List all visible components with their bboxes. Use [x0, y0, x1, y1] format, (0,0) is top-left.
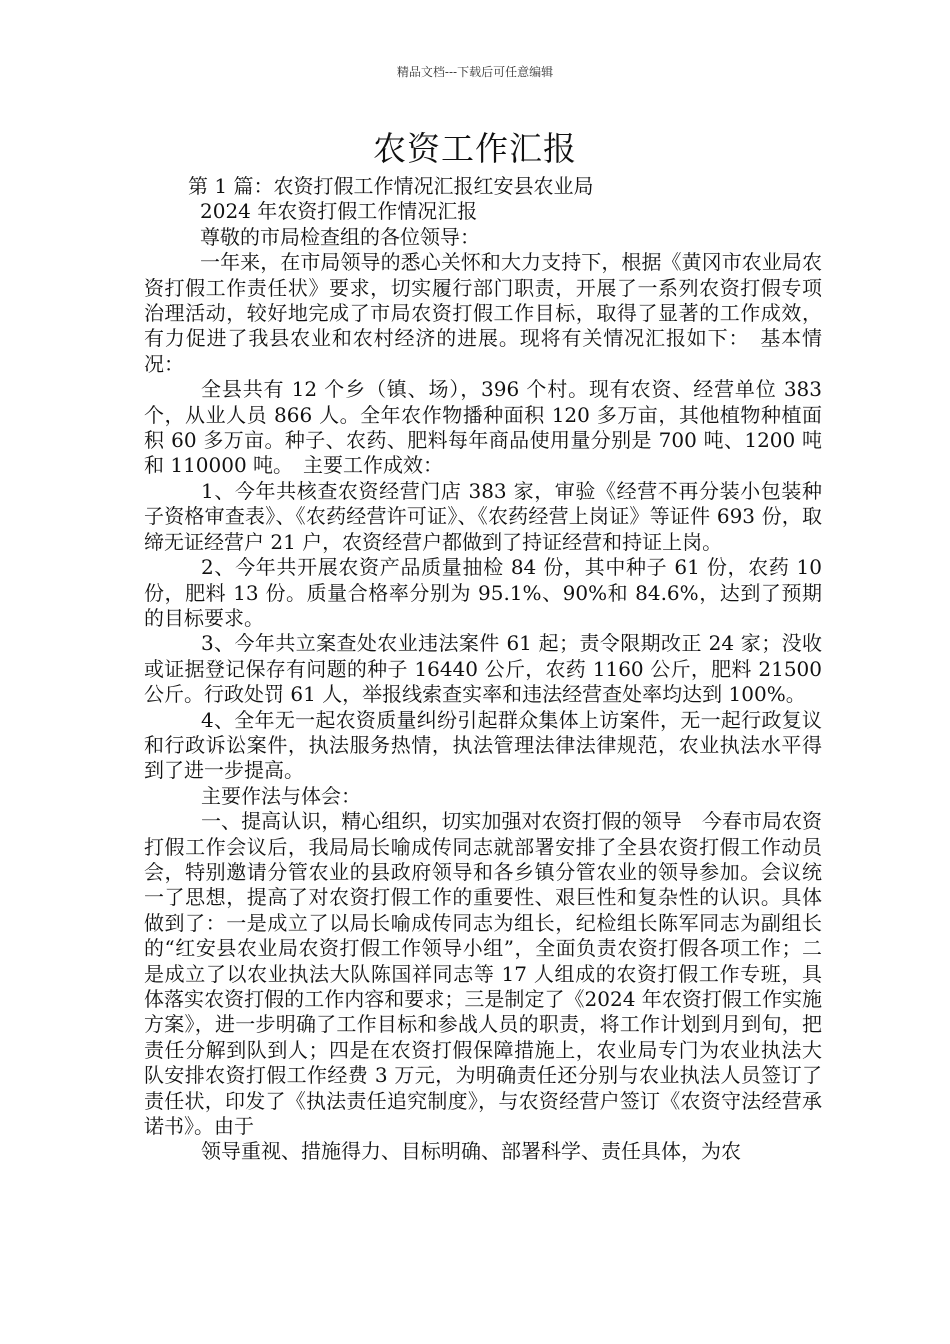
paragraph-intro: 一年来，在市局领导的悉心关怀和大力支持下，根据《黄冈市农业局农资打假工作责任状》要求，切实履行部门职责，开展了一系列农资打假专项治理活动，较好地完成了市局农资打假工作目标，取得了显著的工作成效，有力促进了我县农业和农村经济的进展。现将有关情况汇报如下： 基本情况： — [144, 250, 822, 376]
paragraph-continuation: 领导重视、措施得力、目标明确、部署科学、责任具体，为农 — [201, 1139, 741, 1164]
paragraph-report-title: 2024 年农资打假工作情况汇报 — [200, 199, 478, 224]
paragraph-method-1: 一、提高认识，精心组织，切实加强对农资打假的领导 今春市局农资打假工作会议后，我局局长喻成传同志就部署安排了全县农资打假工作动员会，特别邀请分管农业的县政府领导和各乡镇分管农业的领导参加。会议统一了思想，提高了对农资打假工作的重要性、艰巨性和复杂性的认识。具体做到了：一是成立了以局长喻成传同志为组长，纪检组长陈军同志为副组长的“红安县农业局农资打假工作领导小组”，全面负责农资打假各项工作；二是成立了以农业执法大队陈国祥同志等 17 人组成的农资打假工作专班，具体落实农资打假的工作内容和要求；三是制定了《2024 年农资打假工作实施方案》，进一步明确了工作目标和参战人员的职责，将工作计划到月到旬，把责任分解到队到人；四是在农资打假保障措施上，农业局专门为农业执法大队安排农资打假工作经费 3 万元，为明确责任还分别与农业执法人员签订了责任状，印发了《执法责任追究制度》，与农资经营户签订《农资守法经营承诺书》。由于 — [144, 809, 822, 1139]
paragraph-methods-heading: 主要作法与体会： — [201, 783, 361, 808]
document-title: 农资工作汇报 — [373, 129, 577, 168]
paragraph-chapter-heading: 第 1 篇：农资打假工作情况汇报红安县农业局 — [188, 174, 594, 198]
document-body — [144, 174, 822, 1165]
paragraph-result-1: 1、今年共核查农资经营门店 383 家，审验《经营不再分装小包装种子资格审查表》、《农药经营许可证》、《农药经营上岗证》等证件 693 份，取缔无证经营户 21 户，农资经营户都做到了持证经营和持证上岗。 — [144, 478, 822, 554]
paragraph-basic-situation: 全县共有 12 个乡（镇、场），396 个村。现有农资、经营单位 383 个，从业人员 866 人。全年农作物播种面积 120 多万亩，其他植物种植面积 60 多万亩。种子、农药、肥料每年商品使用量分别是 700 吨、1200 吨和 110000 吨。 主要工作成效： — [144, 377, 822, 478]
paragraph-salutation: 尊敬的市局检查组的各位领导： — [200, 224, 480, 249]
paragraph-result-2: 2、今年共开展农资产品质量抽检 84 份，其中种子 61 份，农药 10 份，肥料 13 份。质量合格率分别为 95.1%、90%和 84.6%，达到了预期的目标要求。 — [144, 555, 822, 630]
paragraph-result-3: 3、今年共立案查处农业违法案件 61 起；责令限期改正 24 家；没收或证据登记保存有问题的种子 16440 公斤，农药 1160 公斤，肥料 21500 公斤。行政处罚 61 人，举报线索查实率和违法经营查处率均达到 100%。 — [144, 631, 822, 707]
paragraph-result-4: 4、全年无一起农资质量纠纷引起群众集体上访案件，无一起行政复议和行政诉讼案件，执法服务热情，执法管理法律法律规范，农业执法水平得到了进一步提高。 — [144, 707, 822, 783]
header-note: 精品文档---下载后可任意编辑 — [396, 65, 554, 79]
